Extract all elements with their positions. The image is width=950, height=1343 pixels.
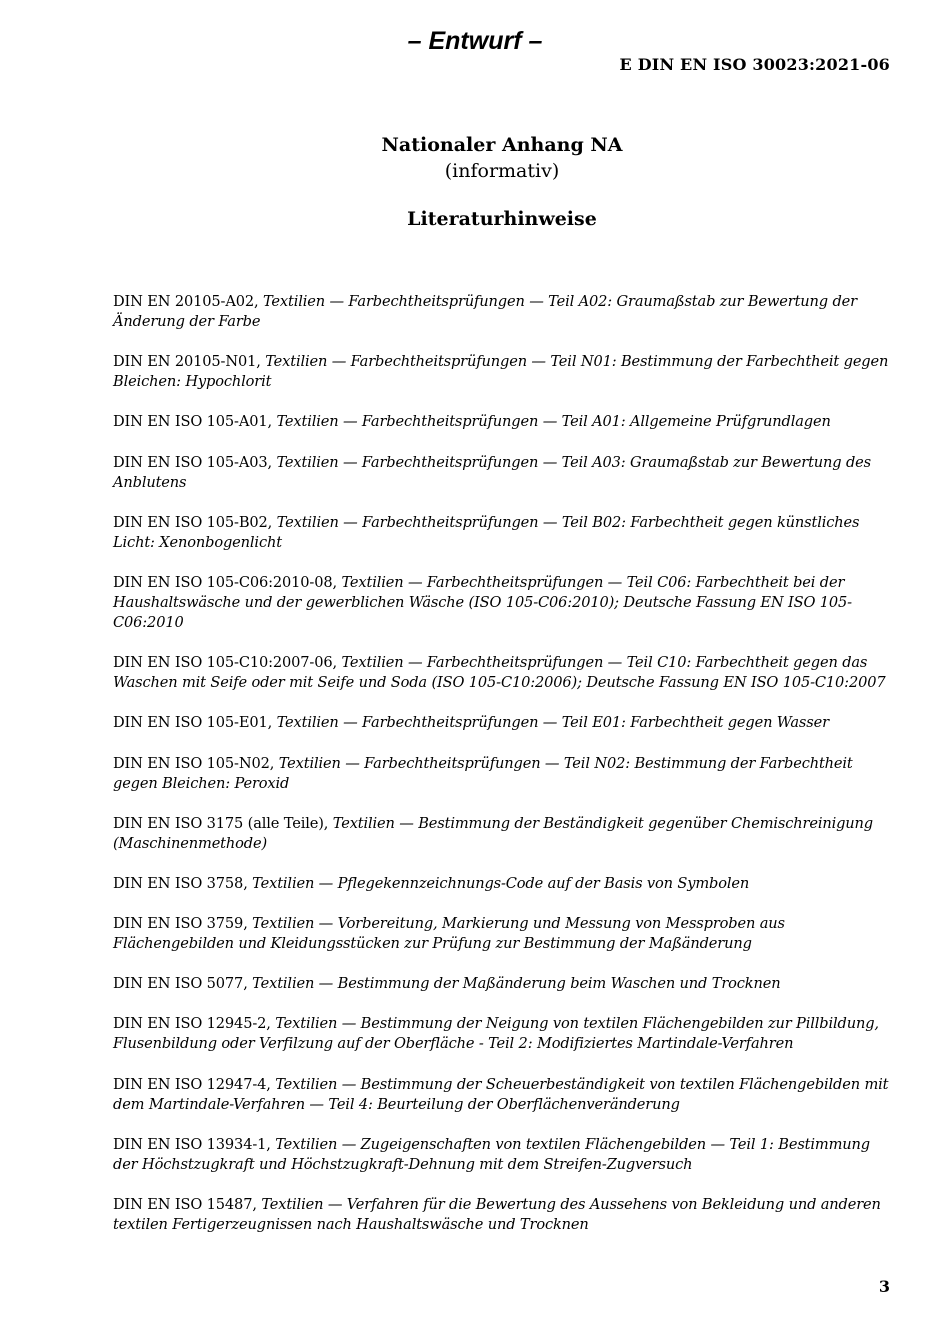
reference-designation: DIN EN ISO 105-N02,	[113, 754, 279, 772]
reference-item	[113, 814, 893, 854]
reference-item	[113, 1075, 893, 1115]
reference-item	[113, 1135, 893, 1175]
reference-designation: DIN EN ISO 12945-2,	[113, 1015, 276, 1033]
reference-title: Textilien — Zugeigenschaften von textilen Flächengebilden — Teil 1: Bestimmung der Höchstzugkraft und Höchstzugkraft-Dehnung mit dem Streifen-Zugversuch	[113, 1135, 870, 1173]
reference-designation: DIN EN ISO 13934-1,	[113, 1135, 276, 1153]
reference-title: Textilien — Farbechtheitsprüfungen — Teil B02: Farbechtheit gegen künstliches Licht: Xenonbogenlicht	[113, 513, 860, 551]
reference-designation: DIN EN ISO 3759,	[113, 915, 253, 933]
reference-designation: DIN EN ISO 105-B02,	[113, 513, 277, 531]
reference-title: Textilien — Farbechtheitsprüfungen — Teil A03: Graumaßstab zur Bewertung des Anblutens	[113, 453, 871, 491]
page-number: 3	[878, 1277, 890, 1296]
reference-designation: DIN EN 20105-N01,	[113, 353, 266, 371]
reference-title: Textilien — Farbechtheitsprüfungen — Teil A02: Graumaßstab zur Bewertung der Änderung der Farbe	[113, 293, 857, 330]
reference-item	[113, 1195, 893, 1235]
section-title: Literaturhinweise	[407, 208, 597, 230]
reference-designation: DIN EN ISO 15487,	[113, 1196, 262, 1213]
reference-item	[113, 874, 893, 894]
reference-designation: DIN EN ISO 12947-4,	[113, 1075, 276, 1093]
reference-item	[113, 914, 893, 954]
reference-title: Textilien — Verfahren für die Bewertung des Aussehens von Bekleidung und anderen textilen Fertigerzeugnissen nach Haushaltswäsche und Trocknen	[113, 1196, 881, 1233]
reference-item	[113, 412, 893, 432]
reference-title: Textilien — Farbechtheitsprüfungen — Teil A01: Allgemeine Prüfgrundlagen	[276, 413, 831, 431]
reference-title: Textilien — Bestimmung der Scheuerbeständigkeit von textilen Flächengebilden mit dem Martindale-Verfahren — Teil 4: Beurteilung der Oberflächenveränderung	[113, 1075, 889, 1113]
reference-title: Textilien — Bestimmung der Neigung von textilen Flächengebilden zur Pillbildung, Flusenbildung oder Verfilzung auf der Oberfläche - Teil 2: Modifiziertes Martindale-Verfahren	[113, 1015, 879, 1053]
reference-title: Textilien — Farbechtheitsprüfungen — Teil N02: Bestimmung der Farbechtheit gegen Bleichen: Peroxid	[113, 754, 853, 792]
reference-item	[113, 513, 893, 553]
reference-item	[113, 974, 893, 994]
reference-title: Textilien — Bestimmung der Beständigkeit gegenüber Chemischreinigung (Maschinenmethode)	[113, 814, 874, 852]
reference-list	[113, 292, 893, 1255]
reference-designation: DIN EN ISO 5077,	[113, 975, 253, 993]
reference-item	[113, 352, 893, 392]
reference-title: Textilien — Vorbereitung, Markierung und Messung von Messproben aus Flächengebilden und Kleidungsstücken zur Prüfung zur Bestimmung der Maßänderung	[113, 915, 785, 953]
reference-title: Textilien — Bestimmung der Maßänderung beim Waschen und Trocknen	[252, 975, 781, 993]
reference-item	[113, 573, 893, 633]
reference-title: Textilien — Farbechtheitsprüfungen — Teil N01: Bestimmung der Farbechtheit gegen Bleichen: Hypochlorit	[113, 353, 889, 391]
document-id: E DIN EN ISO 30023:2021-06	[619, 55, 890, 74]
reference-item	[113, 653, 893, 693]
reference-designation: DIN EN ISO 3175 (alle Teile),	[113, 814, 333, 832]
reference-title: Textilien — Farbechtheitsprüfungen — Teil C10: Farbechtheit gegen das Waschen mit Seife oder mit Seife und Soda (ISO 105-C10:2006); Deutsche Fassung EN ISO 105-C10:2007	[113, 654, 886, 692]
reference-title: Textilien — Pflegekennzeichnungs-Code auf der Basis von Symbolen	[252, 874, 750, 892]
reference-designation: DIN EN ISO 105-A01,	[113, 413, 277, 431]
reference-designation: DIN EN ISO 105-A03,	[113, 453, 277, 471]
reference-title: Textilien — Farbechtheitsprüfungen — Teil C06: Farbechtheit bei der Haushaltswäsche und der gewerblichen Wäsche (ISO 105-C06:2010); Deutsche Fassung EN ISO 105-C06:2010	[113, 573, 852, 631]
reference-item	[113, 453, 893, 493]
reference-item	[113, 1014, 893, 1054]
reference-designation: DIN EN ISO 105-C10:2007-06,	[113, 654, 342, 672]
reference-designation: DIN EN 20105-A02,	[113, 293, 263, 310]
reference-item	[113, 754, 893, 794]
draft-mark: – Entwurf –	[407, 27, 543, 55]
annex-subtitle: (informativ)	[444, 160, 560, 182]
annex-title: Nationaler Anhang NA	[381, 134, 623, 156]
reference-title: Textilien — Farbechtheitsprüfungen — Teil E01: Farbechtheit gegen Wasser	[276, 714, 829, 732]
reference-designation: DIN EN ISO 3758,	[113, 874, 253, 892]
reference-item	[113, 713, 893, 733]
reference-designation: DIN EN ISO 105-E01,	[113, 714, 277, 732]
reference-designation: DIN EN ISO 105-C06:2010-08,	[113, 573, 342, 591]
reference-item	[113, 292, 893, 332]
